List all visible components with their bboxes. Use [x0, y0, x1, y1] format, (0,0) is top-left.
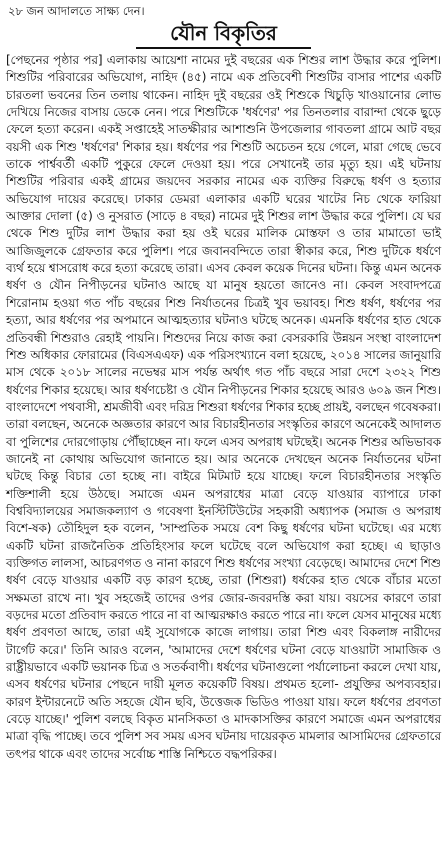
headline-wrap	[6, 21, 441, 49]
article-body	[6, 52, 441, 763]
article-paragraph: [পেছনের পৃষ্ঠার পর] এলাকায় আয়েশা নামের দুই বছরের এক শিশুর লাশ উদ্ধার করে পুলিশ। শিশুটির পরিবারের অভিযোগ, নাহিদ (৪৫) নামে এক প্রতিবেশী শিশুটির বাসার পাশের একটি চারতলা ভবনের তিন তলায় থাকেন। নাহিদ দুই বছরের ওই শিশুকে খিচুড়ি খাওয়ানোর লোভ দেখিয়ে নিজের বাসায় ডেকে নেন। পরে শিশুটিকে 'ধর্ষণের' পর তিনতলার বারান্দা থেকে ছুড়ে ফেলে হত্যা করেন। একই সপ্তাহেই সাতক্ষীরার আশাশুনি উপজেলার গাবতলা গ্রামে আট বছর বয়সী এক শিশু 'ধর্ষণের' শিকার হয়। ধর্ষণের পর শিশুটি অচেতন হয়ে গেলে, মারা গেছে ভেবে তাকে পার্শ্ববর্তী একটি পুকুরে ফেলে দেওয়া হয়। পরে সেখানেই তার মৃত্যু হয়। এই ঘটনায় শিশুটির পরিবার একই গ্রামের জয়দেব সরকার নামের এক ব্যক্তির বিরুদ্ধে ধর্ষণ ও হত্যার অভিযোগ দায়ের করেছে। ঢাকার ডেমরা এলাকার একটি ঘরের খাটের নিচ থেকে ফারিয়া আক্তার দোলা (৫) ও নুসরাত (সাড়ে ৪ বছর) নামের দুই শিশুর লাশ উদ্ধার করে পুলিশ। যে ঘর থেকে শিশু দুটির লাশ উদ্ধার করা হয় ওই ঘরের মালিক মোস্তফা ও তার মামাতো ভাই আজিজুলকে গ্রেফতার করে পুলিশ। পরে জবানবন্দিতে তারা স্বীকার করে, শিশু দুটিকে ধর্ষণে ব্যর্থ হয়ে শ্বাসরোধ করে হত্যা করেছে তারা। এসব কেবল কয়েক দিনের ঘটনা। কিন্তু এমন অনেক ধর্ষণ ও যৌন নিপীড়নের ঘটনাও আছে যা মানুষ হয়তো জানেও না। কেবল সংবাদপত্রে শিরোনাম হওয়া গত পাঁচ বছরের শিশু নির্যাতনের চিত্রই খুব ভয়াবহ। শিশু ধর্ষণ, ধর্ষণের পর হত্যা, আর ধর্ষণের পর অপমানে আত্মহত্যার ঘটনাও ঘটছে অনেক। এমনকি ধর্ষণের হাত থেকে প্রতিবন্ধী শিশুরাও রেহাই পায়নি। শিশুদের নিয়ে কাজ করা বেসরকারি উন্নয়ন সংস্থা বাংলাদেশ শিশু অধিকার ফোরামের (বিএসএএফ) এক পরিসংখ্যানে বলা হয়েছে, ২০১৪ সালের জানুয়ারি মাস থেকে ২০১৮ সালের নভেম্বর মাস পর্যন্ত অর্থাৎ গত পাঁচ বছরে সারা দেশে ২৩২২ শিশু ধর্ষণের শিকার হয়েছে। আর ধর্ষণচেষ্টা ও যৌন নিপীড়নের শিকার হয়েছে আরও ৬০৯ জন শিশু। বাংলাদেশে পথবাসী, শ্রমজীবী এবং দরিদ্র শিশুরা ধর্ষণের শিকার হচ্ছে প্রায়ই, বলছেন গবেষকরা। তারা বলছেন, অনেকে অজ্ঞতার কারণে আর বিচারহীনতার সংস্কৃতির কারণে অনেকেই আদালত বা পুলিশের দোরগোড়ায় পৌঁছাচ্ছেন না। ফলে এসব অপরাধ ঘটছেই। অনেক শিশুর অভিভাবক জানেই না কোথায় অভিযোগ জানাতে হয়। আর অনেকে দেখছেন অনেক নির্যাতনের ঘটনা ঘটছে কিন্তু বিচার তো হচ্ছে না। বাইরে মিটমাট হয়ে যাচ্ছে। ফলে বিচারহীনতার সংস্কৃতি শক্তিশালী হয়ে উঠছে। সমাজে এমন অপরাধের মাত্রা বেড়ে যাওয়ার ব্যাপারে ঢাকা বিশ্ববিদ্যালয়ের সমাজকল্যাণ ও গবেষণা ইনস্টিটিউটের সহকারী অধ্যাপক (সমাজ ও অপরাধ বিশে-ষক) তৌহিদুল হক বলেন, 'সাম্প্রতিক সময়ে বেশ কিছু ধর্ষণের ঘটনা ঘটেছে। এর মধ্যে একটি ঘটনা রাজনৈতিক প্রতিহিংসার ফলে ঘটেছে বলে অভিযোগ করা হচ্ছে। এ ছাড়াও ব্যক্তিগত লালসা, আচরণগত ও নানা কারণে শিশু ধর্ষণের সংখ্যা বেড়েছে। আমাদের দেশে শিশু ধর্ষণ বেড়ে যাওয়ার একটি বড় কারণ হচ্ছে, তারা (শিশুরা) ধর্ষকের হাত থেকে বাঁচার মতো সক্ষমতা রাখে না। খুব সহজেই তাদের ওপর জোর-জবরদস্তি করা যায়। বয়সের কারণে তারা বড়দের মতো প্রতিবাদ করতে পারে না বা আত্মরক্ষাও করতে পারে না। ফলে যেসব মানুষের মধ্যে ধর্ষণ প্রবণতা আছে, তারা এই সুযোগকে কাজে লাগায়। তারা শিশু এবং বিকলাঙ্গ নারীদের টার্গেট করে।' তিনি আরও বলেন, 'আমাদের দেশে ধর্ষণের ঘটনা বেড়ে যাওয়াটা সামাজিক ও রাষ্ট্রীয়ভাবে একটি ভয়ানক চিত্র ও সতর্কবাণী। ধর্ষণের ঘটনাগুলো পর্যালোচনা করলে দেখা যায়, এসব ধর্ষণের ঘটনার পেছনে দায়ী মূলত কয়েকটি বিষয়। প্রথমত হলো- প্রযুক্তির অপব্যবহার। কারণ ইন্টারনেটে অতি সহজে যৌন ছবি, উত্তেজক ভিডিও পাওয়া যায়। ফলে ধর্ষণের প্রবণতা বেড়ে যাচ্ছে।' পুলিশ বলছে বিকৃত মানসিকতা ও মাদকাসক্তির কারণে সমাজে এমন অপরাধের মাত্রা বৃদ্ধি পাচ্ছে। তবে পুলিশ সব সময় এসব ঘটনায় দায়েরকৃত মামলার আসামিদের গ্রেফতারে তৎপর থাকে এবং তাদের সর্বোচ্চ শাস্তি নিশ্চিতে বদ্ধপরিকর।	[6, 53, 441, 761]
continued-line: ২৮ জন আদালতে সাক্ষ্য দেন।	[8, 4, 145, 18]
headline: যৌন বিকৃতির	[136, 21, 311, 49]
